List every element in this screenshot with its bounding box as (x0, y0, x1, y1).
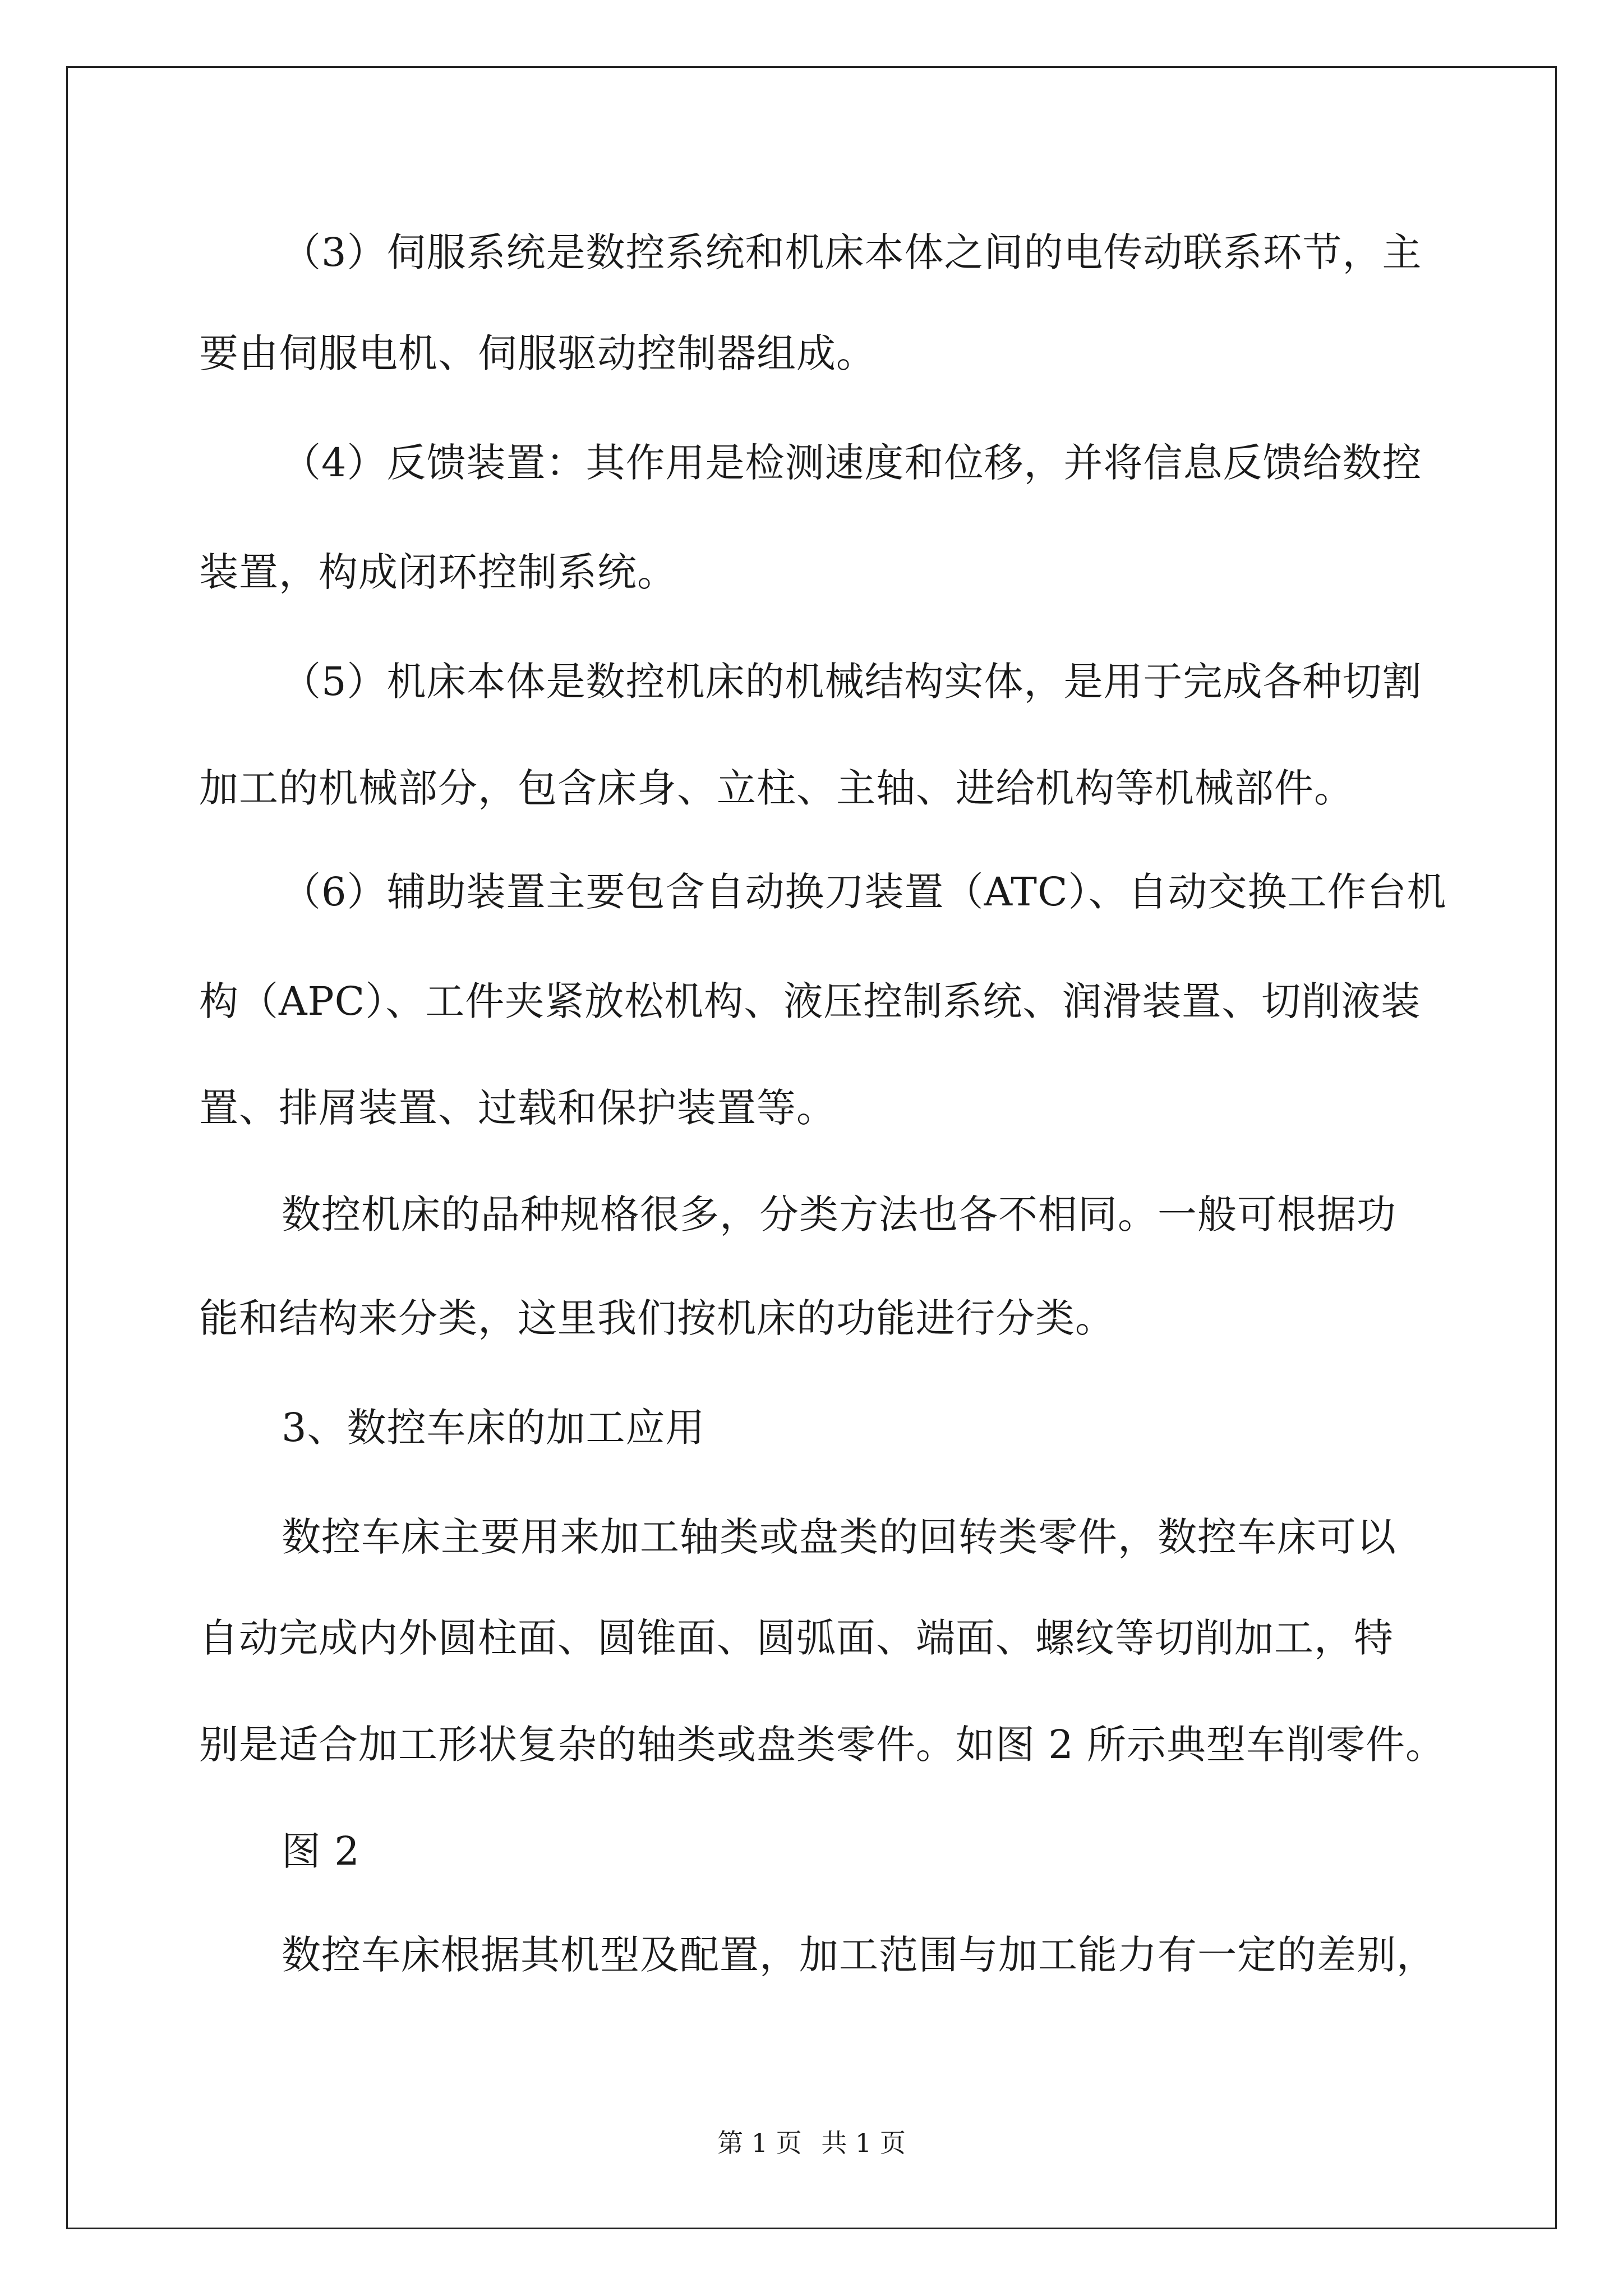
paragraph-auxiliary-line-2: 构（APC）、工件夹紧放松机构、液压控制系统、润滑装置、切削液装 (199, 978, 1421, 1024)
figure-caption: 图 2 (282, 1828, 360, 1874)
paragraph-lathe-line-1: 数控车床主要用来加工轴类或盘类的回转类零件，数控车床可以 (282, 1514, 1396, 1560)
paragraph-servo-line-2: 要由伺服电机、伺服驱动控制器组成。 (199, 330, 876, 376)
page-total: 共 1 页 (821, 2128, 906, 2158)
paragraph-classification-line-2: 能和结构来分类，这里我们按机床的功能进行分类。 (199, 1295, 1115, 1341)
paragraph-classification-line-1: 数控机床的品种规格很多，分类方法也各不相同。一般可根据功 (282, 1191, 1396, 1237)
paragraph-feedback-line-1: （4）反馈装置：其作用是检测速度和位移，并将信息反馈给数控 (282, 440, 1422, 486)
paragraph-servo-line-1: （3）伺服系统是数控系统和机床本体之间的电传动联系环节，主 (282, 229, 1422, 275)
page-number: 第 1 页 (717, 2128, 802, 2158)
paragraph-feedback-line-2: 装置，构成闭环控制系统。 (199, 549, 677, 595)
paragraph-machine-body-line-1: （5）机床本体是数控机床的机械结构实体，是用于完成各种切割 (282, 659, 1422, 705)
paragraph-config-line-1: 数控车床根据其机型及配置，加工范围与加工能力有一定的差别， (282, 1932, 1436, 1978)
paragraph-auxiliary-line-1: （6）辅助装置主要包含自动换刀装置（ATC）、自动交换工作台机 (282, 869, 1447, 915)
section-heading-lathe: 3、数控车床的加工应用 (282, 1405, 706, 1451)
paragraph-lathe-line-2: 自动完成内外圆柱面、圆锥面、圆弧面、端面、螺纹等切削加工，特 (199, 1615, 1394, 1661)
page-footer (0, 2126, 1623, 2160)
paragraph-machine-body-line-2: 加工的机械部分，包含床身、立柱、主轴、进给机构等机械部件。 (199, 765, 1354, 811)
page-border (66, 66, 1557, 2229)
paragraph-auxiliary-line-3: 置、排屑装置、过载和保护装置等。 (199, 1085, 836, 1131)
paragraph-lathe-line-3: 别是适合加工形状复杂的轴类或盘类零件。如图 2 所示典型车削零件。 (199, 1722, 1446, 1768)
